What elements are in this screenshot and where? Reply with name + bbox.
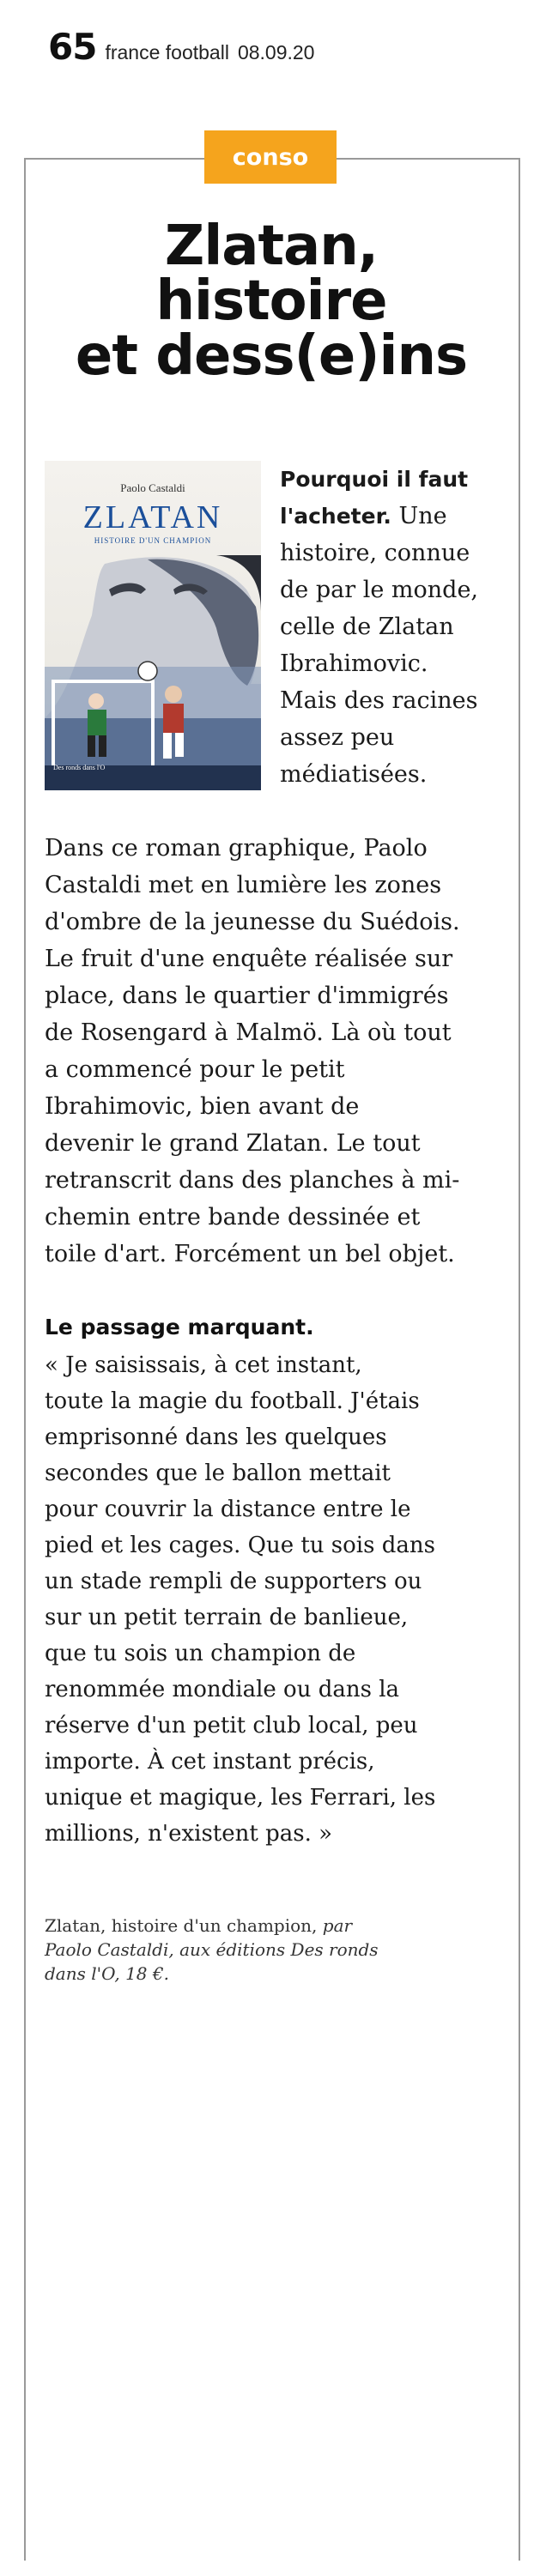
frame-top-rule-left — [24, 158, 204, 160]
credit-text: dans l'O, 18 €. — [45, 1963, 169, 1984]
text-line: unique et magique, les Ferrari, les — [45, 1785, 436, 1811]
text-line: place, dans le quartier d'immigrés — [45, 983, 449, 1009]
text-line: Ibrahimovic. — [280, 650, 428, 677]
text-line: de par le monde, — [280, 577, 479, 603]
text-line: Dans ce roman graphique, Paolo — [45, 835, 428, 862]
book-credit — [45, 1914, 513, 1986]
text-line: réserve d'un petit club local, peu — [45, 1713, 418, 1738]
magazine-name: france football — [105, 41, 229, 63]
text-line: pied et les cages. Que tu sois dans — [45, 1533, 435, 1558]
credit-text: par — [322, 1915, 353, 1936]
text-line: de Rosengard à Malmö. Là où tout — [45, 1019, 452, 1046]
page-number: 65 — [48, 26, 97, 68]
lead-text: Une — [398, 503, 447, 529]
cover-author: Paolo Castaldi — [120, 481, 185, 494]
text-line: Castaldi met en lumière les zones — [45, 872, 442, 898]
credit-line — [45, 1962, 513, 1986]
text-line: importe. À cet instant précis, — [45, 1749, 375, 1775]
frame-left-rule — [24, 158, 26, 2561]
cover-subtitle: HISTOIRE D'UN CHAMPION — [94, 536, 212, 545]
lead-full-text — [45, 830, 513, 1273]
frame-right-rule — [519, 158, 520, 2561]
text-line: « Je saisissais, à cet instant, — [45, 1352, 362, 1378]
text-line: chemin entre bande dessinée et — [45, 1204, 421, 1231]
passage-heading: Le passage marquant. — [45, 1315, 314, 1339]
text-line: retranscrit dans des planches à mi- — [45, 1167, 460, 1194]
text-line: Mais des racines — [280, 687, 478, 714]
passage-quote — [45, 1347, 513, 1852]
lead-label-line — [280, 461, 512, 498]
lead-label: l'acheter. — [280, 504, 391, 529]
headline-line: et dess(e)ins — [75, 324, 468, 388]
credit-line — [45, 1938, 513, 1962]
book-cover-image — [45, 461, 261, 790]
lead-label: Pourquoi il faut — [280, 467, 469, 492]
text-line: millions, n'existent pas. » — [45, 1821, 333, 1847]
text-line: Ibrahimovic, bien avant de — [45, 1093, 360, 1120]
lead-side-lines — [280, 535, 512, 793]
lead-side-text — [280, 461, 512, 793]
text-line: secondes que le ballon mettait — [45, 1460, 391, 1486]
text-line: devenir le grand Zlatan. Le tout — [45, 1130, 421, 1157]
cover-publisher: Des ronds dans l'O — [53, 764, 106, 771]
headline-line: histoire — [155, 269, 387, 333]
page-header — [48, 26, 314, 77]
text-line: assez peu — [280, 724, 395, 751]
cover-title: ZLATAN — [82, 499, 223, 535]
text-line: médiatisées. — [280, 761, 428, 788]
text-line: que tu sois un champion de — [45, 1641, 356, 1666]
text-line: histoire, connue — [280, 540, 470, 566]
text-line: a commencé pour le petit — [45, 1056, 345, 1083]
credit-line — [45, 1914, 513, 1938]
frame-top-rule-right — [337, 158, 520, 160]
text-line: un stade rempli de supporters ou — [45, 1569, 422, 1594]
text-line: toile d'art. Forcément un bel objet. — [45, 1241, 455, 1267]
text-line: emprisonné dans les quelques — [45, 1424, 387, 1450]
issue-date: 08.09.20 — [237, 41, 315, 63]
text-line: toute la magie du football. J'étais — [45, 1388, 420, 1414]
headline — [34, 215, 508, 388]
text-line: sur un petit terrain de banlieue, — [45, 1605, 409, 1630]
headline-line: Zlatan, — [164, 215, 379, 278]
text-line: celle de Zlatan — [280, 614, 454, 640]
text-line: d'ombre de la jeunesse du Suédois. — [45, 909, 460, 935]
text-line: renommée mondiale ou dans la — [45, 1677, 400, 1702]
lead-label-line — [280, 498, 512, 535]
credit-book-title: Zlatan, histoire d'un champion, — [45, 1915, 318, 1936]
rubric-tag: conso — [204, 130, 337, 184]
text-line: Le fruit d'une enquête réalisée sur — [45, 946, 453, 972]
credit-text: Paolo Castaldi, aux éditions Des ronds — [45, 1939, 379, 1960]
text-line: pour couvrir la distance entre le — [45, 1497, 411, 1522]
